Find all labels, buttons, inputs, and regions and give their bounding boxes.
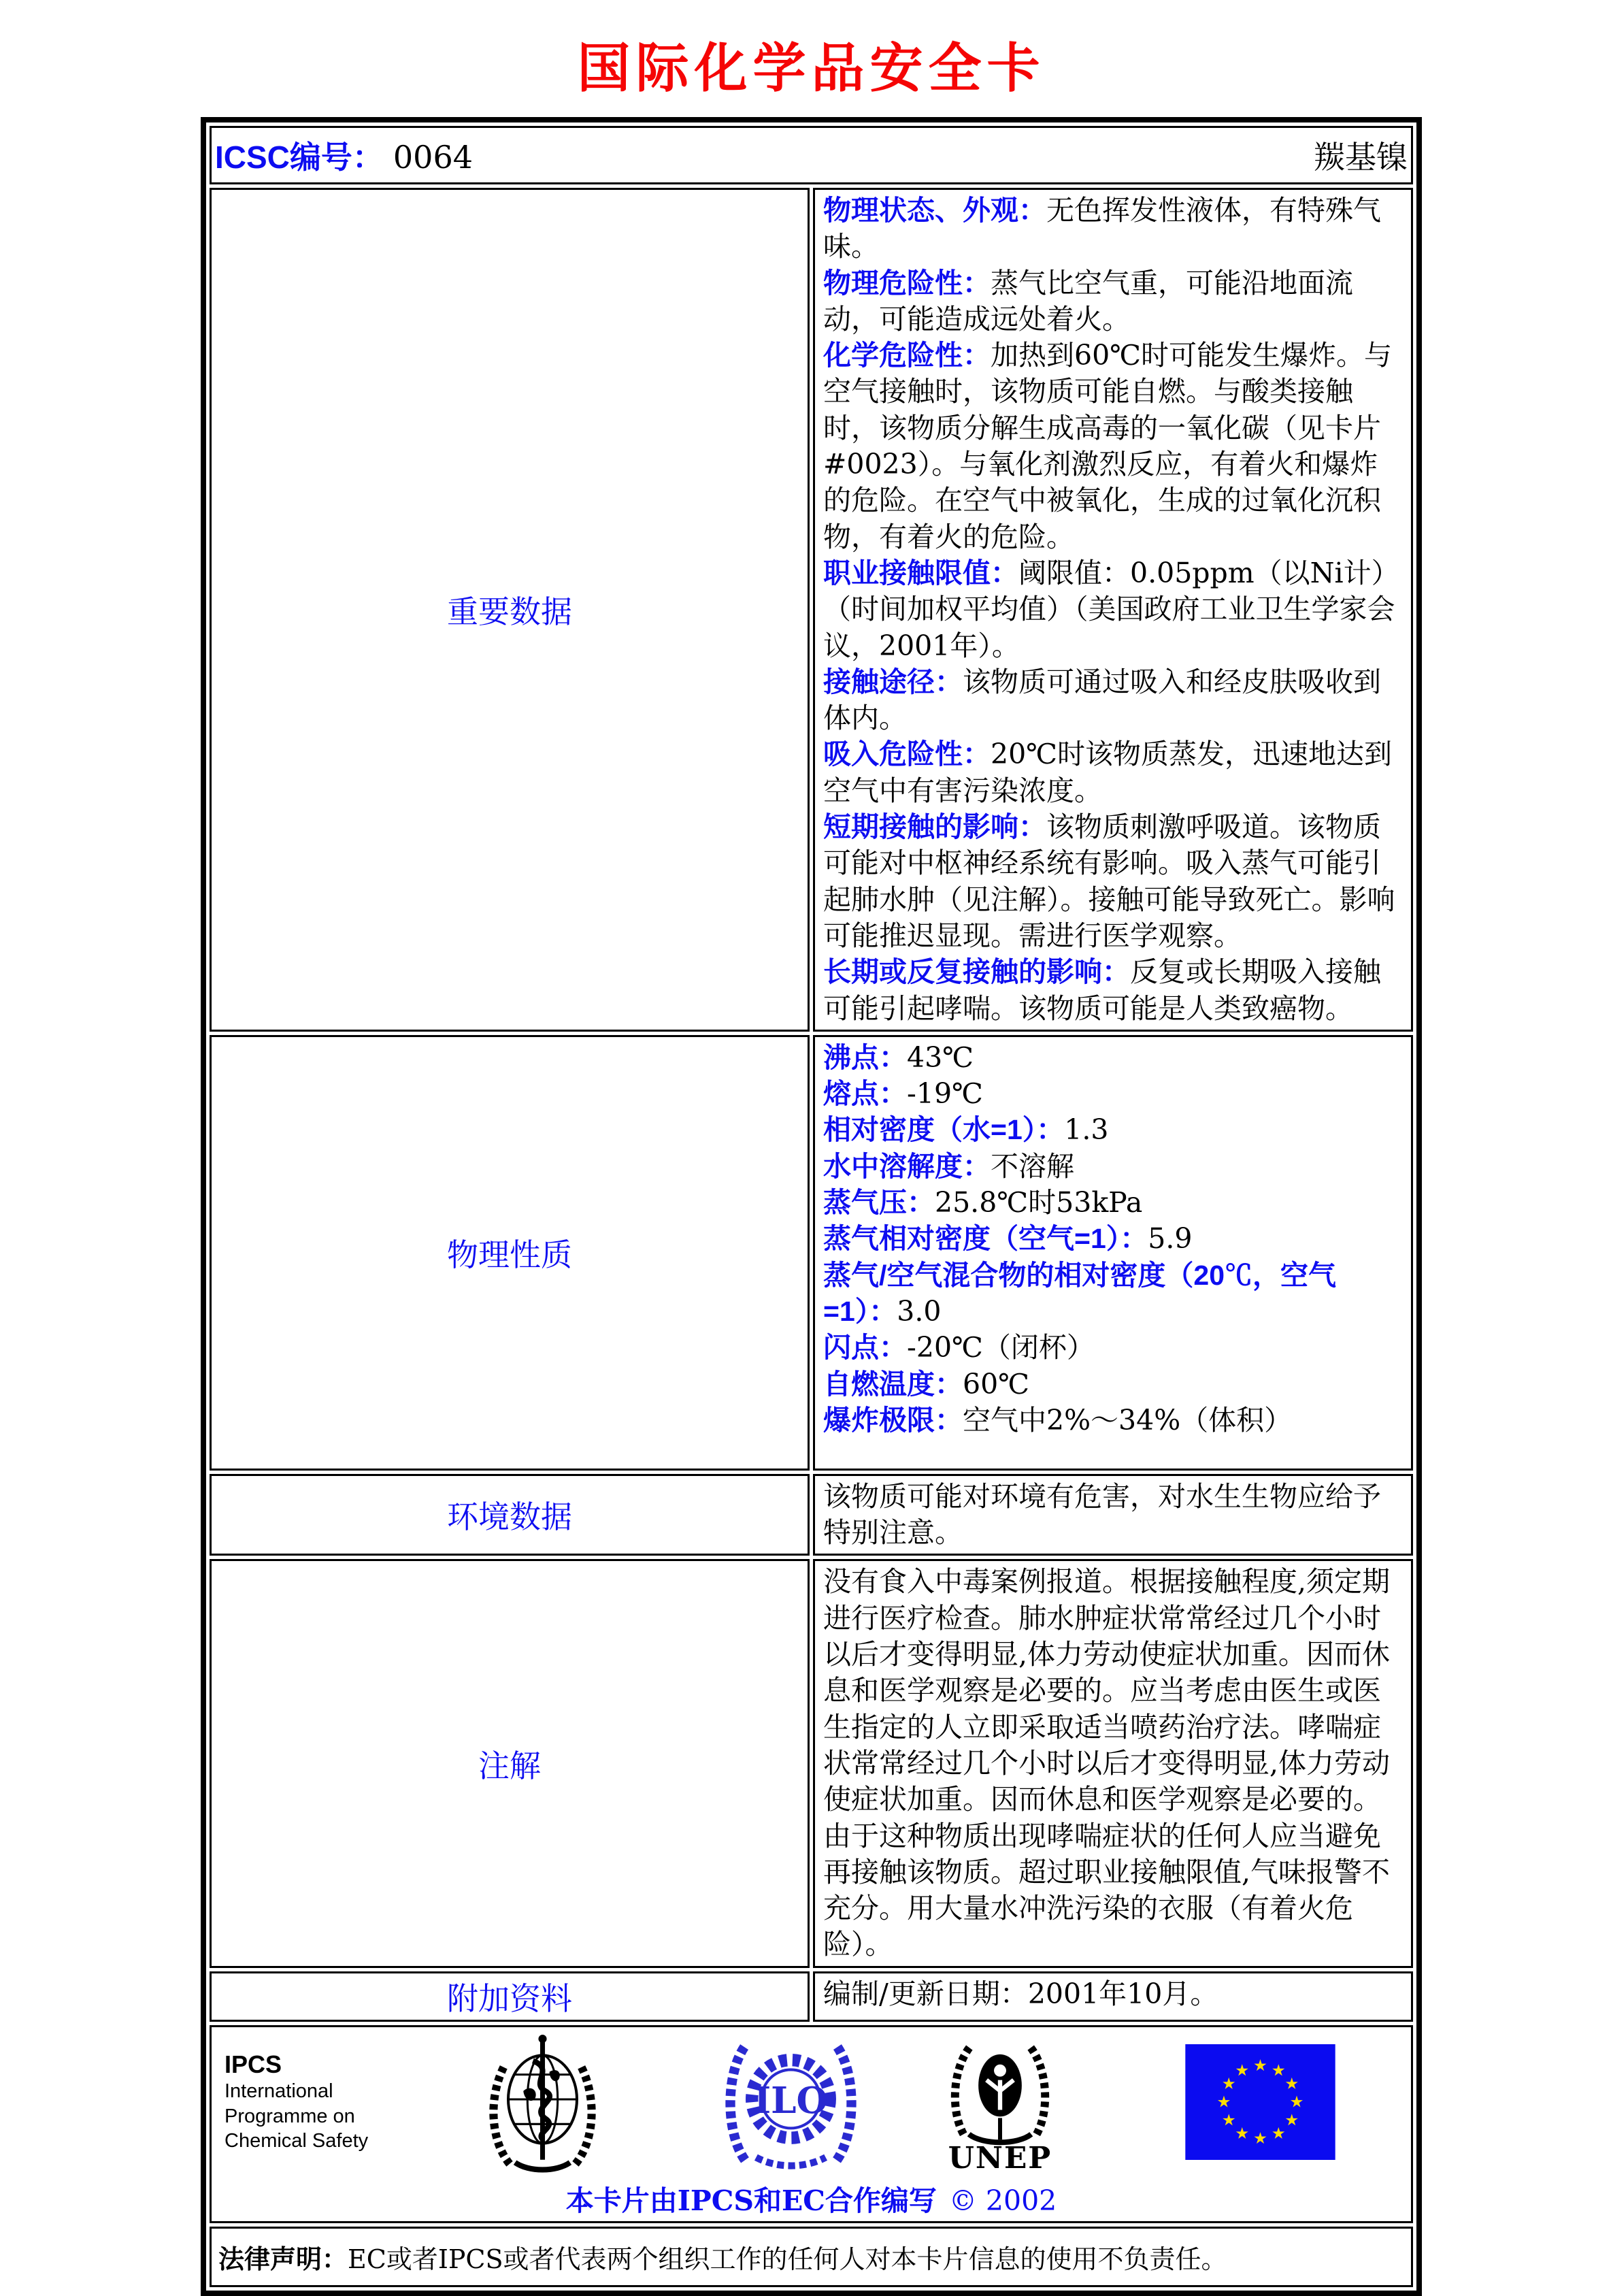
property-label: 爆炸极限： [823,1404,963,1436]
item-label: 物理状态、外观： [823,195,1046,226]
important-data-section-label: 重要数据 [210,188,810,1032]
icsc-number-value: 0064 [393,139,473,176]
environmental-data-row [210,1474,1413,1556]
important-data-row [210,188,1413,1032]
property-line [823,1040,1403,1076]
item-label: 化学危险性： [823,340,991,372]
property-line [823,1258,1403,1330]
ilo-logo-text: ILO [754,2079,828,2122]
icsc-card-table [201,117,1422,2296]
unep-logo-text: UNEP [948,2141,1052,2176]
property-value: 3.0 [897,1294,942,1328]
property-label: 熔点： [823,1078,907,1110]
item-text: 加热到60℃时可能发生爆炸。与空气接触时，该物质可能自燃。与酸类接触时，该物质分解生成高毒的一氧化碳（见卡片#0023）。与氧化剂激烈反应，有着火和爆炸的危险。在空气中被氧化，生成的过氧化沉积物，有着火的危险。 [823,339,1393,553]
ipcs-text-block [225,2050,408,2153]
property-value: 25.8℃时53kPa [935,1186,1143,1219]
property-label: 自燃温度： [823,1368,963,1400]
property-label: 蒸气/空气混合物的相对密度（20℃，空气=1）： [823,1259,1336,1327]
property-line [823,1221,1403,1257]
unep-logo-icon [939,2029,1061,2175]
chemical-name: 羰基镍 [1314,139,1408,176]
header-cell [210,126,1413,184]
ipcs-subtitle-line: International [225,2080,333,2103]
important-data-item [823,809,1403,954]
item-label: 职业接触限值： [823,557,1018,589]
notes-content: 没有食入中毒案例报道。根据接触程度,须定期进行医疗检查。肺水肿症状常常经过几个小时以后才变得明显,体力劳动使症状加重。因而休息和医学观察是必要的。应当考虑由医生或医生指定的人立即采取适当喷药治疗法。哮喘症状常常经过几个小时以后才变得明显,体力劳动使症状加重。因而休息和医学观察是必要的。由于这种物质出现哮喘症状的任何人应当避免再接触该物质。超过职业接触限值,气味报警不充分。用大量水冲洗污染的衣服（有着火危险）。 [813,1559,1413,1967]
logo-strip [212,2028,1410,2176]
item-text: 该物质可通过吸入和经皮肤吸收到体内。 [823,665,1381,735]
property-line [823,1330,1403,1366]
item-label: 物理危险性： [823,267,991,299]
property-label: 蒸气相对密度（空气=1）： [823,1223,1148,1255]
page-title: 国际化学品安全卡 [577,38,1046,98]
property-value: 43℃ [907,1040,974,1074]
property-label: 水中溶解度： [823,1150,991,1182]
property-value: 5.9 [1148,1222,1193,1256]
ilo-logo-icon [714,2032,867,2171]
environmental-data-content: 该物质可能对环境有危害，对水生生物应给予特别注意。 [813,1474,1413,1556]
property-value: 60℃ [963,1367,1030,1400]
additional-info-content: 编制/更新日期：2001年10月。 [813,1971,1413,2022]
eu-flag-icon [1184,2044,1337,2160]
property-value: 不溶解 [991,1149,1074,1183]
header-row [210,126,1413,184]
physical-properties-section-label: 物理性质 [210,1035,810,1471]
property-line [823,1366,1403,1403]
icsc-number-group [215,133,473,178]
logos-row [210,2025,1413,2223]
property-value: -20℃（闭杯） [907,1331,1095,1364]
physical-properties-content [813,1035,1413,1471]
item-text: 20℃时该物质蒸发，迅速地达到空气中有害污染浓度。 [823,738,1393,807]
legal-cell [210,2227,1413,2287]
item-text: 反复或长期吸入接触可能引起哮喘。该物质可能是人类致癌物。 [823,955,1381,1025]
ipcs-subtitle-line: Programme on [225,2105,355,2127]
footer-caption-text: 本卡片由IPCS和EC合作编写 [565,2184,937,2217]
important-data-item [823,954,1403,1027]
logos-cell [210,2025,1413,2223]
additional-info-row [210,1971,1413,2022]
footer-copyright: © 2002 [948,2184,1057,2217]
ipcs-title: IPCS [225,2050,282,2079]
important-data-item [823,555,1403,664]
item-text: 蒸气比空气重，可能沿地面流动，可能造成远处着火。 [823,266,1353,335]
important-data-item [823,664,1403,737]
icsc-number-label: ICSC编号： [215,140,384,175]
property-value: 空气中2%～34%（体积） [963,1403,1293,1437]
property-value: -19℃ [907,1077,983,1111]
item-label: 吸入危险性： [823,738,991,770]
item-text: 该物质刺激呼吸道。该物质可能对中枢神经系统有影响。吸入蒸气可能引起肺水肿（见注解）。接触可能导致死亡。影响可能推迟显现。需进行医学观察。 [823,810,1395,952]
additional-info-section-label: 附加资料 [210,1971,810,2022]
property-label: 相对密度（水=1）： [823,1114,1065,1146]
environmental-data-section-label: 环境数据 [210,1474,810,1556]
property-label: 闪点： [823,1332,907,1364]
physical-properties-row [210,1035,1413,1471]
item-label: 接触途径： [823,666,963,698]
item-text: 阈限值：0.05ppm（以Ni计）（时间加权平均值）（美国政府工业卫生学家会议，2001年）。 [823,556,1399,662]
property-value: 1.3 [1064,1113,1109,1147]
notes-section-label: 注解 [210,1559,810,1967]
property-line [823,1185,1403,1221]
property-line [823,1076,1403,1112]
important-data-item [823,193,1403,265]
property-line [823,1403,1403,1439]
legal-row [210,2227,1413,2287]
important-data-item [823,338,1403,555]
item-label: 长期或反复接触的影响： [823,956,1130,988]
property-line [823,1112,1403,1148]
property-label: 蒸气压： [823,1187,935,1219]
notes-row [210,1559,1413,1967]
ipcs-subtitle-line: Chemical Safety [225,2129,369,2152]
item-text: 无色挥发性液体，有特殊气味。 [823,194,1381,263]
important-data-item [823,265,1403,338]
footer-caption [212,2178,1411,2218]
legal-text: EC或者IPCS或者代表两个组织工作的任何人对本卡片信息的使用不负责任。 [348,2244,1227,2274]
legal-label: 法律声明： [218,2245,348,2274]
important-data-item [823,736,1403,809]
item-label: 短期接触的影响： [823,811,1046,843]
important-data-content [813,188,1413,1032]
property-line [823,1149,1403,1185]
who-logo-icon [473,2031,612,2174]
property-label: 沸点： [823,1041,907,1073]
